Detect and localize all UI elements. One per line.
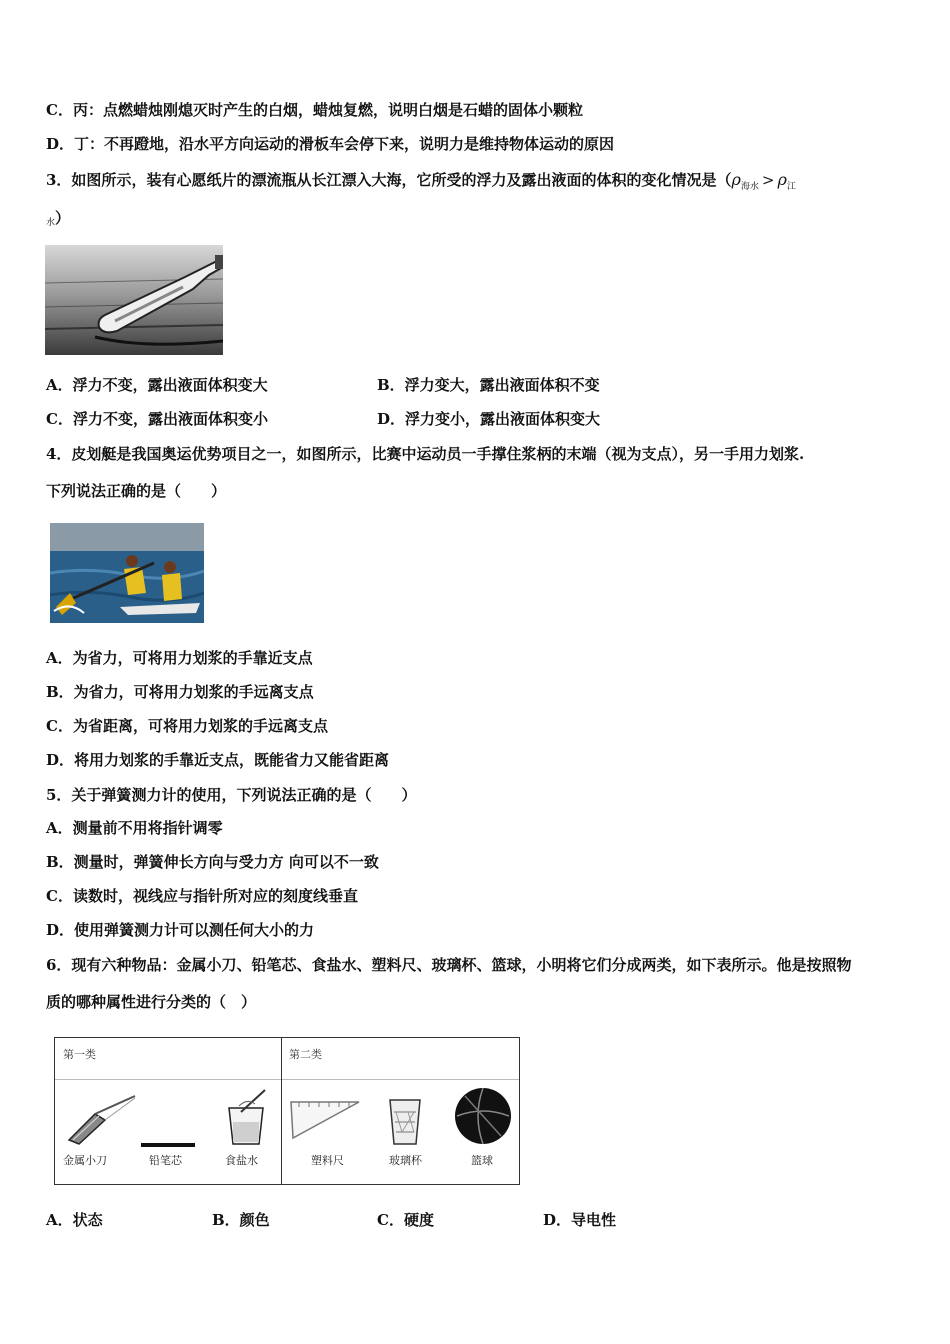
q4-option-d: D．将用力划浆的手靠近支点，既能省力又能省距离 [46, 751, 390, 769]
pencil-lead-icon [141, 1134, 195, 1153]
q4-option-c: C．为省距离，可将用力划浆的手远离支点 [46, 717, 328, 735]
group1-label: 第一类 [63, 1048, 96, 1061]
subscript-water: 水 [46, 218, 56, 228]
greater-than: > [761, 171, 775, 189]
q2-option-d: D．丁：不再蹬地，沿水平方向运动的滑板车会停下来，说明力是维持物体运动的原因 [46, 135, 615, 153]
q5-stem: 5．关于弹簧测力计的使用，下列说法正确的是（ ） [46, 786, 417, 804]
q6-stem-2: 质的哪种属性进行分类的（ ） [46, 993, 257, 1011]
q4-stem-2: 下列说法正确的是（ ） [46, 482, 227, 500]
classification-table [54, 1037, 520, 1185]
q6-stem: 6．现有六种物品：金属小刀、铅笔芯、食盐水、塑料尺、玻璃杯、篮球，小明将它们分成两类，如下表所示。他是按照物 [46, 956, 852, 974]
q4-option-a: A．为省力，可将用力划浆的手靠近支点 [46, 649, 313, 667]
q3-close-paren: ） [55, 209, 71, 227]
q3-option-d: D．浮力变小，露出液面体积变大 [377, 410, 601, 428]
q5-option-c: C．读数时，视线应与指针所对应的刻度线垂直 [46, 887, 358, 905]
q6-option-b: B．颜色 [212, 1211, 270, 1229]
table-header [55, 1038, 519, 1080]
item-salt-water: 食盐水 [225, 1154, 258, 1167]
q5-option-b: B．测量时，弹簧伸长方向与受力方 向可以不一致 [46, 853, 379, 871]
table-divider [281, 1038, 282, 1184]
glass-cup-icon [388, 1098, 422, 1150]
q6-option-c: C．硬度 [377, 1211, 434, 1229]
q5-option-d: D．使用弹簧测力计可以测任何大小的力 [46, 921, 315, 939]
item-pencil-lead: 铅笔芯 [149, 1154, 182, 1167]
q3-stem-text: 3．如图所示，装有心愿纸片的漂流瓶从长江漂入大海，它所受的浮力及露出液面的体积的变化情况是（ [46, 171, 732, 189]
item-knife: 金属小刀 [63, 1154, 107, 1167]
salt-water-icon [221, 1088, 271, 1150]
item-basketball: 篮球 [471, 1154, 493, 1167]
rho-symbol: ρ [731, 170, 741, 189]
q4-option-b: B．为省力，可将用力划浆的手远离支点 [46, 683, 314, 701]
q2-option-c: C．丙：点燃蜡烛刚熄灭时产生的白烟，蜡烛复燃，说明白烟是石蜡的固体小颗粒 [46, 101, 583, 119]
bottle-figure [45, 245, 223, 355]
item-ruler: 塑料尺 [311, 1154, 344, 1167]
q3-option-b: B．浮力变大，露出液面体积不变 [377, 376, 600, 394]
q5-option-a: A．测量前不用将指针调零 [46, 819, 223, 837]
group2-label: 第二类 [289, 1048, 322, 1061]
knife-icon [65, 1094, 137, 1150]
ruler-icon [289, 1098, 361, 1144]
q3-option-c: C．浮力不变，露出液面体积变小 [46, 410, 268, 428]
q4-stem: 4．皮划艇是我国奥运优势项目之一，如图所示，比赛中运动员一手撑住浆柄的末端（视为支点），另一手用力划浆. [46, 445, 805, 463]
q6-option-a: A．状态 [46, 1211, 103, 1229]
basketball-icon [453, 1086, 513, 1150]
q3-option-a: A．浮力不变，露出液面体积变大 [46, 376, 268, 394]
subscript-seawater: 海水 [740, 182, 759, 192]
q6-option-d: D．导电性 [543, 1211, 617, 1229]
subscript-river: 江 [786, 182, 796, 192]
rho-symbol-2: ρ [777, 170, 787, 189]
q3-stem-tail [46, 208, 70, 231]
canoe-figure [50, 523, 204, 623]
item-glass: 玻璃杯 [389, 1154, 422, 1167]
q3-stem [46, 170, 796, 193]
